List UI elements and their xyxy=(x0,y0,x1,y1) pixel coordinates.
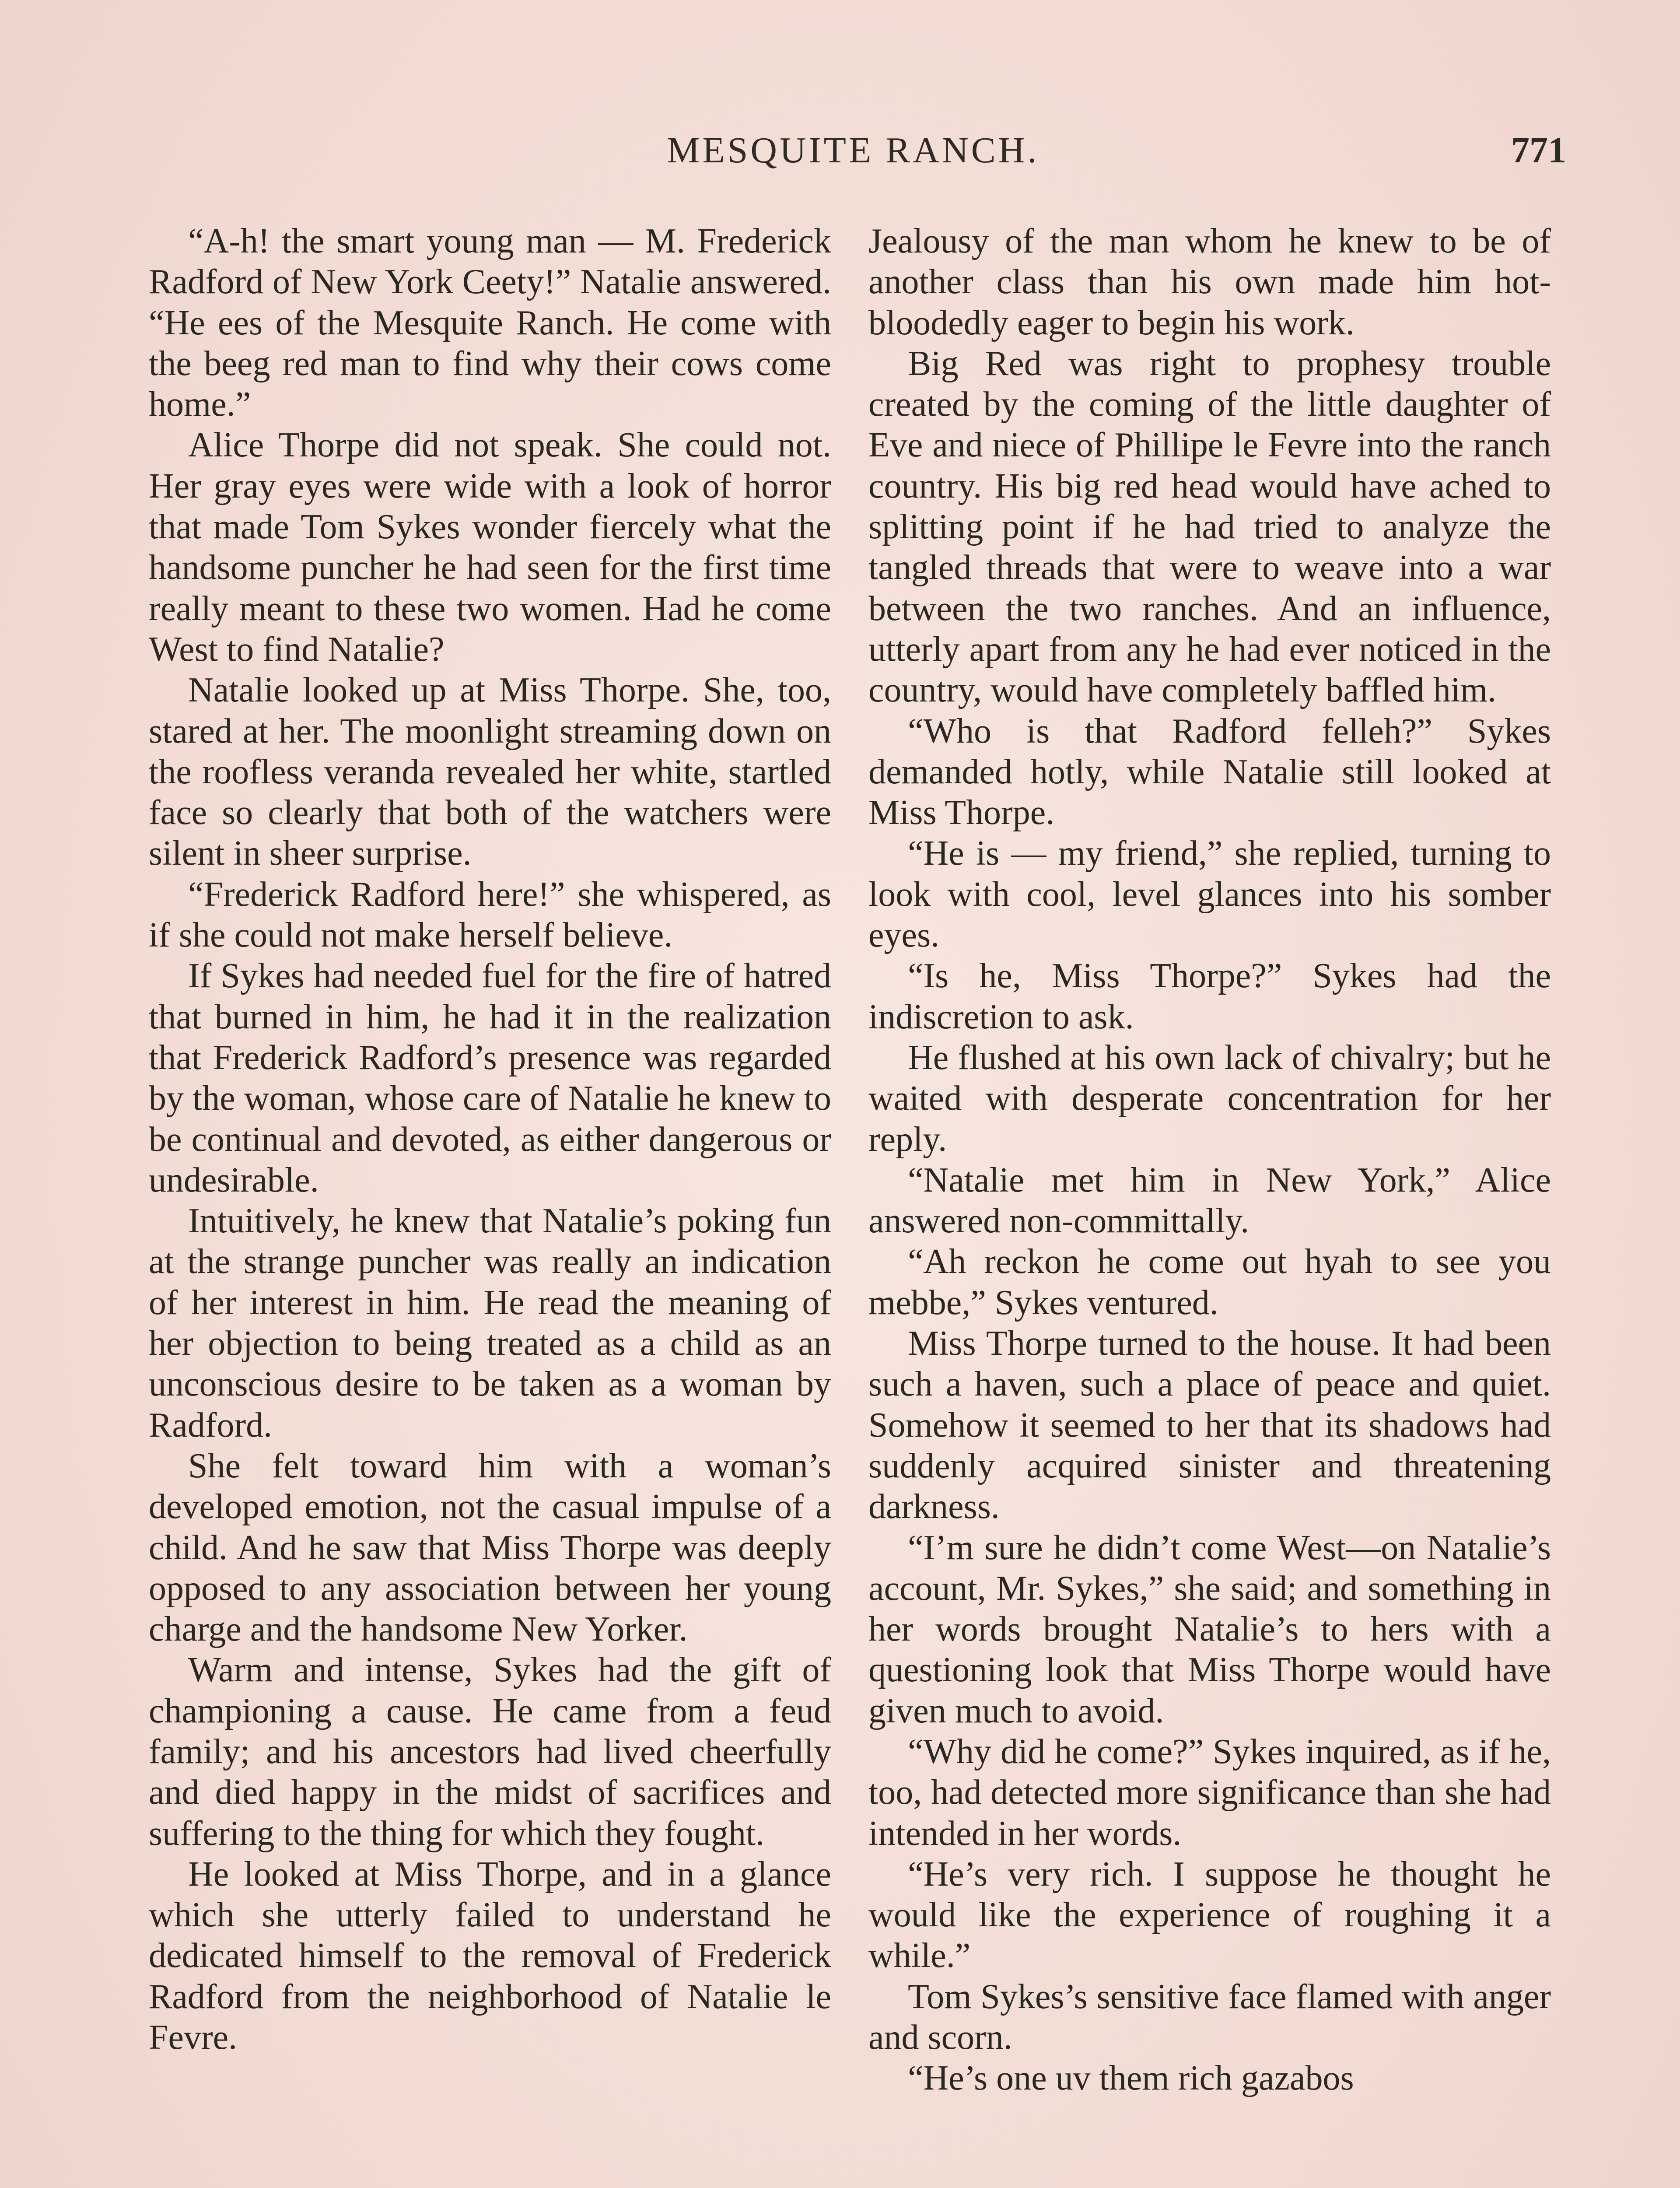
running-title: MESQUITE RANCH. xyxy=(667,130,1040,171)
paragraph: “Is he, Miss Thorpe?” Sykes had the indiscretion to ask. xyxy=(868,957,1551,1036)
paragraph: Tom Sykes’s sensitive face flamed with anger and scorn. xyxy=(868,1977,1551,2057)
paragraph: “He’s one uv them rich gazabos xyxy=(908,2059,1354,2098)
paragraph: “Frederick Radford here!” she whispered, as if she could not make herself believe. xyxy=(149,875,831,955)
paragraph: He flushed at his own lack of chivalry; but he waited with desperate concentration for her reply. xyxy=(868,1038,1551,1159)
paragraph: She felt toward him with a woman’s developed emotion, not the casual impulse of a child. And he saw that Miss Thorpe was deeply opposed to any association between her young charge and the handsome New Yorker. xyxy=(149,1446,831,1649)
page-number: 771 xyxy=(1511,130,1566,171)
paragraph: If Sykes had needed fuel for the fire of hatred that burned in him, he had it in the realization that Frederick Radford’s presence was regarded by the woman, whose care of Natalie he knew to be continual and devoted, as either dangerous or undesirable. xyxy=(149,957,831,1199)
paragraph: Intuitively, he knew that Natalie’s poking fun at the strange puncher was really an indication of her interest in him. He read the meaning of her objection to being treated as a child as an unconscious desire to be taken as a woman by Radford. xyxy=(149,1202,831,1445)
paragraph-continued: Jealousy of the man whom he knew to be of another class than his own made him hot-bloodedly eager to begin his work. xyxy=(868,222,1551,342)
paragraph: “Why did he come?” Sykes inquired, as if he, too, had detected more significance than she had intended in her words. xyxy=(868,1732,1551,1853)
paragraph: “Ah reckon he come out hyah to see you mebbe,” Sykes ventured. xyxy=(868,1242,1551,1322)
paragraph: “I’m sure he didn’t come West—on Natalie’s account, Mr. Sykes,” she said; and something in her words brought Natalie’s to hers with a questioning look that Miss Thorpe would have given much to avoid. xyxy=(868,1528,1551,1730)
paragraph: “Natalie met him in New York,” Alice answered non-committally. xyxy=(868,1161,1551,1241)
right-text-column xyxy=(868,221,1551,2099)
paragraph: “He’s very rich. I suppose he thought he would like the experience of roughing it a while.” xyxy=(868,1855,1551,1975)
paragraph: “He is — my friend,” she replied, turning to look with cool, level glances into his somber eyes. xyxy=(868,834,1551,955)
paragraph: “Who is that Radford felleh?” Sykes demanded hotly, while Natalie still looked at Miss Thorpe. xyxy=(868,712,1551,832)
left-text-column xyxy=(149,221,831,2058)
paragraph: Natalie looked up at Miss Thorpe. She, too, stared at her. The moonlight streaming down on the roofless veranda revealed her white, startled face so clearly that both of the watchers were silent in sheer surprise. xyxy=(149,671,831,873)
paragraph: Alice Thorpe did not speak. She could not. Her gray eyes were wide with a look of horror that made Tom Sykes wonder fiercely what the handsome puncher he had seen for the first time really meant to these two women. Had he come West to find Natalie? xyxy=(149,426,831,669)
paragraph: He looked at Miss Thorpe, and in a glance which she utterly failed to understand he dedicated himself to the removal of Frederick Radford from the neighborhood of Natalie le Fevre. xyxy=(149,1855,831,2057)
paragraph: Miss Thorpe turned to the house. It had been such a haven, such a place of peace and quiet. Somehow it seemed to her that its shadows had suddenly acquired sinister and threatening darkness. xyxy=(868,1324,1551,1526)
paragraph: Warm and intense, Sykes had the gift of championing a cause. He came from a feud family; and his ancestors had lived cheerfully and died happy in the midst of sacrifices and suffering to the thing for which they fought. xyxy=(149,1651,831,1853)
paragraph: “A-h! the smart young man — M. Frederick Radford of New York Ceety!” Natalie answered. “He ees of the Mesquite Ranch. He come with the beeg red man to find why their cows come home.” xyxy=(149,222,831,424)
paragraph: Big Red was right to prophesy trouble created by the coming of the little daughter of Eve and niece of Phillipe le Fevre into the ranch country. His big red head would have ached to splitting point if he had tried to analyze the tangled threads that were to weave into a war between the two ranches. And an influence, utterly apart from any he had ever noticed in the country, would have completely baffled him. xyxy=(868,344,1551,710)
